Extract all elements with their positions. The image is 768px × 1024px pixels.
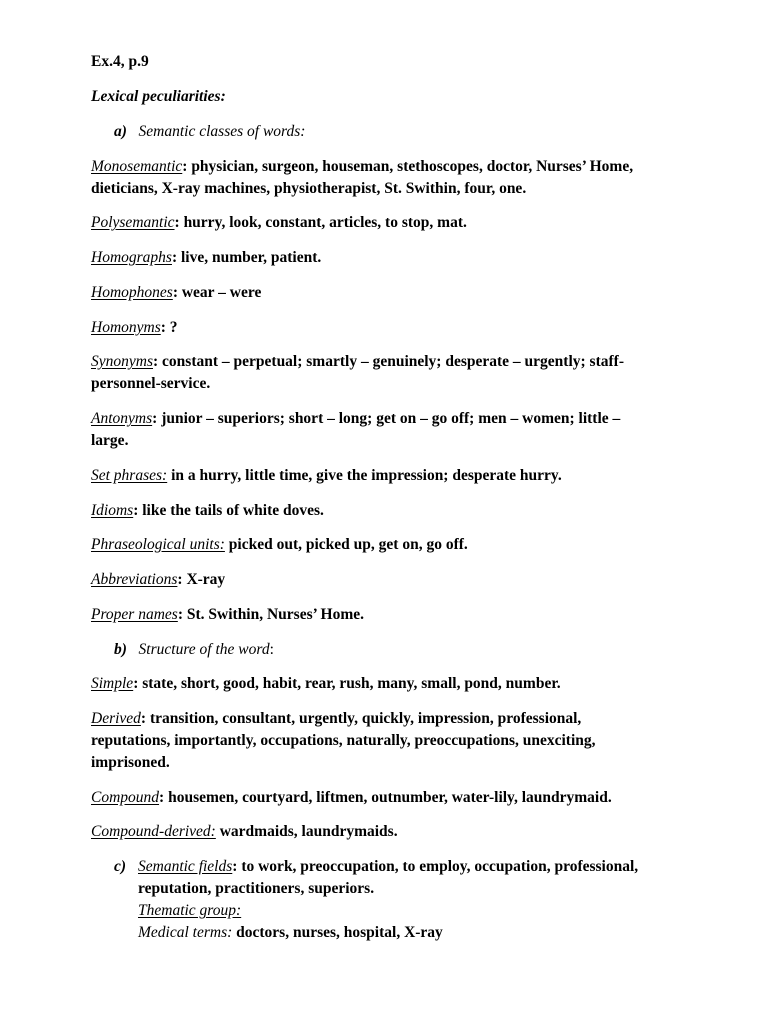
subsection-a-title: Semantic classes of words: <box>138 123 306 140</box>
entry-text: doctors, nurses, hospital, X-ray <box>236 924 443 941</box>
entry-label: Simple <box>91 675 134 692</box>
entry-phraseological-units <box>91 535 468 555</box>
entry-text: state, short, good, habit, rear, rush, many, small, pond, number. <box>142 675 561 692</box>
entry-semantic-fields: Semantic fields: to work, preoccupation, to employ, occupation, professional, <box>138 858 639 875</box>
entry-simple: Simple: state, short, good, habit, rear, rush, many, small, pond, number. <box>91 675 561 692</box>
entry-text: physician, surgeon, houseman, stethoscopes, doctor, Nurses’ Home, <box>191 158 634 175</box>
entry-text: ? <box>169 319 178 336</box>
entry-set-phrases <box>91 466 562 486</box>
entry-label: Homophones <box>91 284 173 301</box>
entry-text: live, number, patient. <box>181 249 322 266</box>
entry-compound: Compound: housemen, courtyard, liftmen, outnumber, water-lily, laundrymaid. <box>91 789 612 806</box>
subsection-b-heading: b) Structure of the word: <box>114 641 274 658</box>
entry-label: Derived <box>91 710 141 727</box>
entry-text: to work, preoccupation, to employ, occupation, professional, <box>241 858 639 875</box>
entry-text: X-ray <box>186 571 226 588</box>
entry-text: constant – perpetual; smartly – genuinely; desperate – urgently; staff- <box>162 353 624 370</box>
entry-label: Compound-derived: <box>91 823 216 840</box>
subsection-c-marker: c) <box>114 858 127 875</box>
subsection-a-heading <box>114 122 305 142</box>
entry-label: Set phrases: <box>91 467 168 484</box>
entry-label: Synonyms <box>91 353 153 370</box>
entry-synonyms: Synonyms: constant – perpetual; smartly – genuinely; desperate – urgently; staff- <box>91 353 624 370</box>
entry-label: Monosemantic <box>91 158 183 175</box>
entry-label: Medical terms: <box>138 924 233 941</box>
entry-text: junior – superiors; short – long; get on – go off; men – women; little – <box>161 410 621 427</box>
entry-compound-derived <box>91 822 398 842</box>
thematic-group-label: Thematic group: <box>138 902 242 919</box>
entry-label: Antonyms <box>91 410 153 427</box>
entry-text-continued: large. <box>91 432 129 449</box>
entry-text: wear – were <box>181 284 262 301</box>
entry-text: housemen, courtyard, liftmen, outnumber, water-lily, laundrymaid. <box>168 789 612 806</box>
entry-proper-names: Proper names: St. Swithin, Nurses’ Home. <box>91 606 364 623</box>
entry-label: Phraseological units: <box>91 536 225 553</box>
entry-idioms: Idioms: like the tails of white doves. <box>91 502 324 519</box>
entry-text-continued: personnel-service. <box>91 375 211 392</box>
section-heading: Lexical peculiarities: <box>91 88 226 105</box>
entry-label: Homonyms <box>91 319 161 336</box>
subsection-b-marker: b) <box>114 641 127 658</box>
entry-abbreviations: Abbreviations: X-ray <box>91 571 226 588</box>
entry-homophones: Homophones: wear – were <box>91 284 262 301</box>
entry-monosemantic: Monosemantic: physician, surgeon, houseman, stethoscopes, doctor, Nurses’ Home, <box>91 158 634 175</box>
entry-label: Idioms <box>91 502 134 519</box>
entry-label: Polysemantic <box>91 214 175 231</box>
entry-text: in a hurry, little time, give the impression; desperate hurry. <box>171 467 562 484</box>
entry-text-continued: dieticians, X-ray machines, physiotherapist, St. Swithin, four, one. <box>91 180 527 197</box>
entry-label: Semantic fields <box>138 858 233 875</box>
entry-text: transition, consultant, urgently, quickly, impression, professional, <box>149 710 582 727</box>
entry-homonyms: Homonyms: ? <box>91 319 178 336</box>
entry-label: Proper names <box>91 606 178 623</box>
entry-text: St. Swithin, Nurses’ Home. <box>186 606 364 623</box>
entry-text: like the tails of white doves. <box>142 502 324 519</box>
entry-text-continued: imprisoned. <box>91 754 170 771</box>
entry-text: hurry, look, constant, articles, to stop, mat. <box>183 214 467 231</box>
entry-medical-terms <box>138 923 443 943</box>
entry-text: wardmaids, laundrymaids. <box>219 823 398 840</box>
entry-label: Compound <box>91 789 160 806</box>
entry-label: Abbreviations <box>91 571 178 588</box>
entry-polysemantic: Polysemantic: hurry, look, constant, articles, to stop, mat. <box>91 214 467 231</box>
exercise-heading: Ex.4, p.9 <box>91 53 149 70</box>
subsection-a-marker: a) <box>114 123 127 140</box>
subsection-b-title: Structure of the word <box>138 641 270 658</box>
subsection-c-heading <box>114 857 126 877</box>
entry-homographs: Homographs: live, number, patient. <box>91 249 322 266</box>
entry-text-continued: reputations, importantly, occupations, naturally, preoccupations, unexciting, <box>91 732 596 749</box>
entry-text: picked out, picked up, get on, go off. <box>228 536 468 553</box>
entry-antonyms: Antonyms: junior – superiors; short – long; get on – go off; men – women; little – <box>91 410 621 427</box>
entry-derived: Derived: transition, consultant, urgently, quickly, impression, professional, <box>91 710 582 727</box>
entry-label: Homographs <box>91 249 172 266</box>
entry-text-continued: reputation, practitioners, superiors. <box>138 880 375 897</box>
